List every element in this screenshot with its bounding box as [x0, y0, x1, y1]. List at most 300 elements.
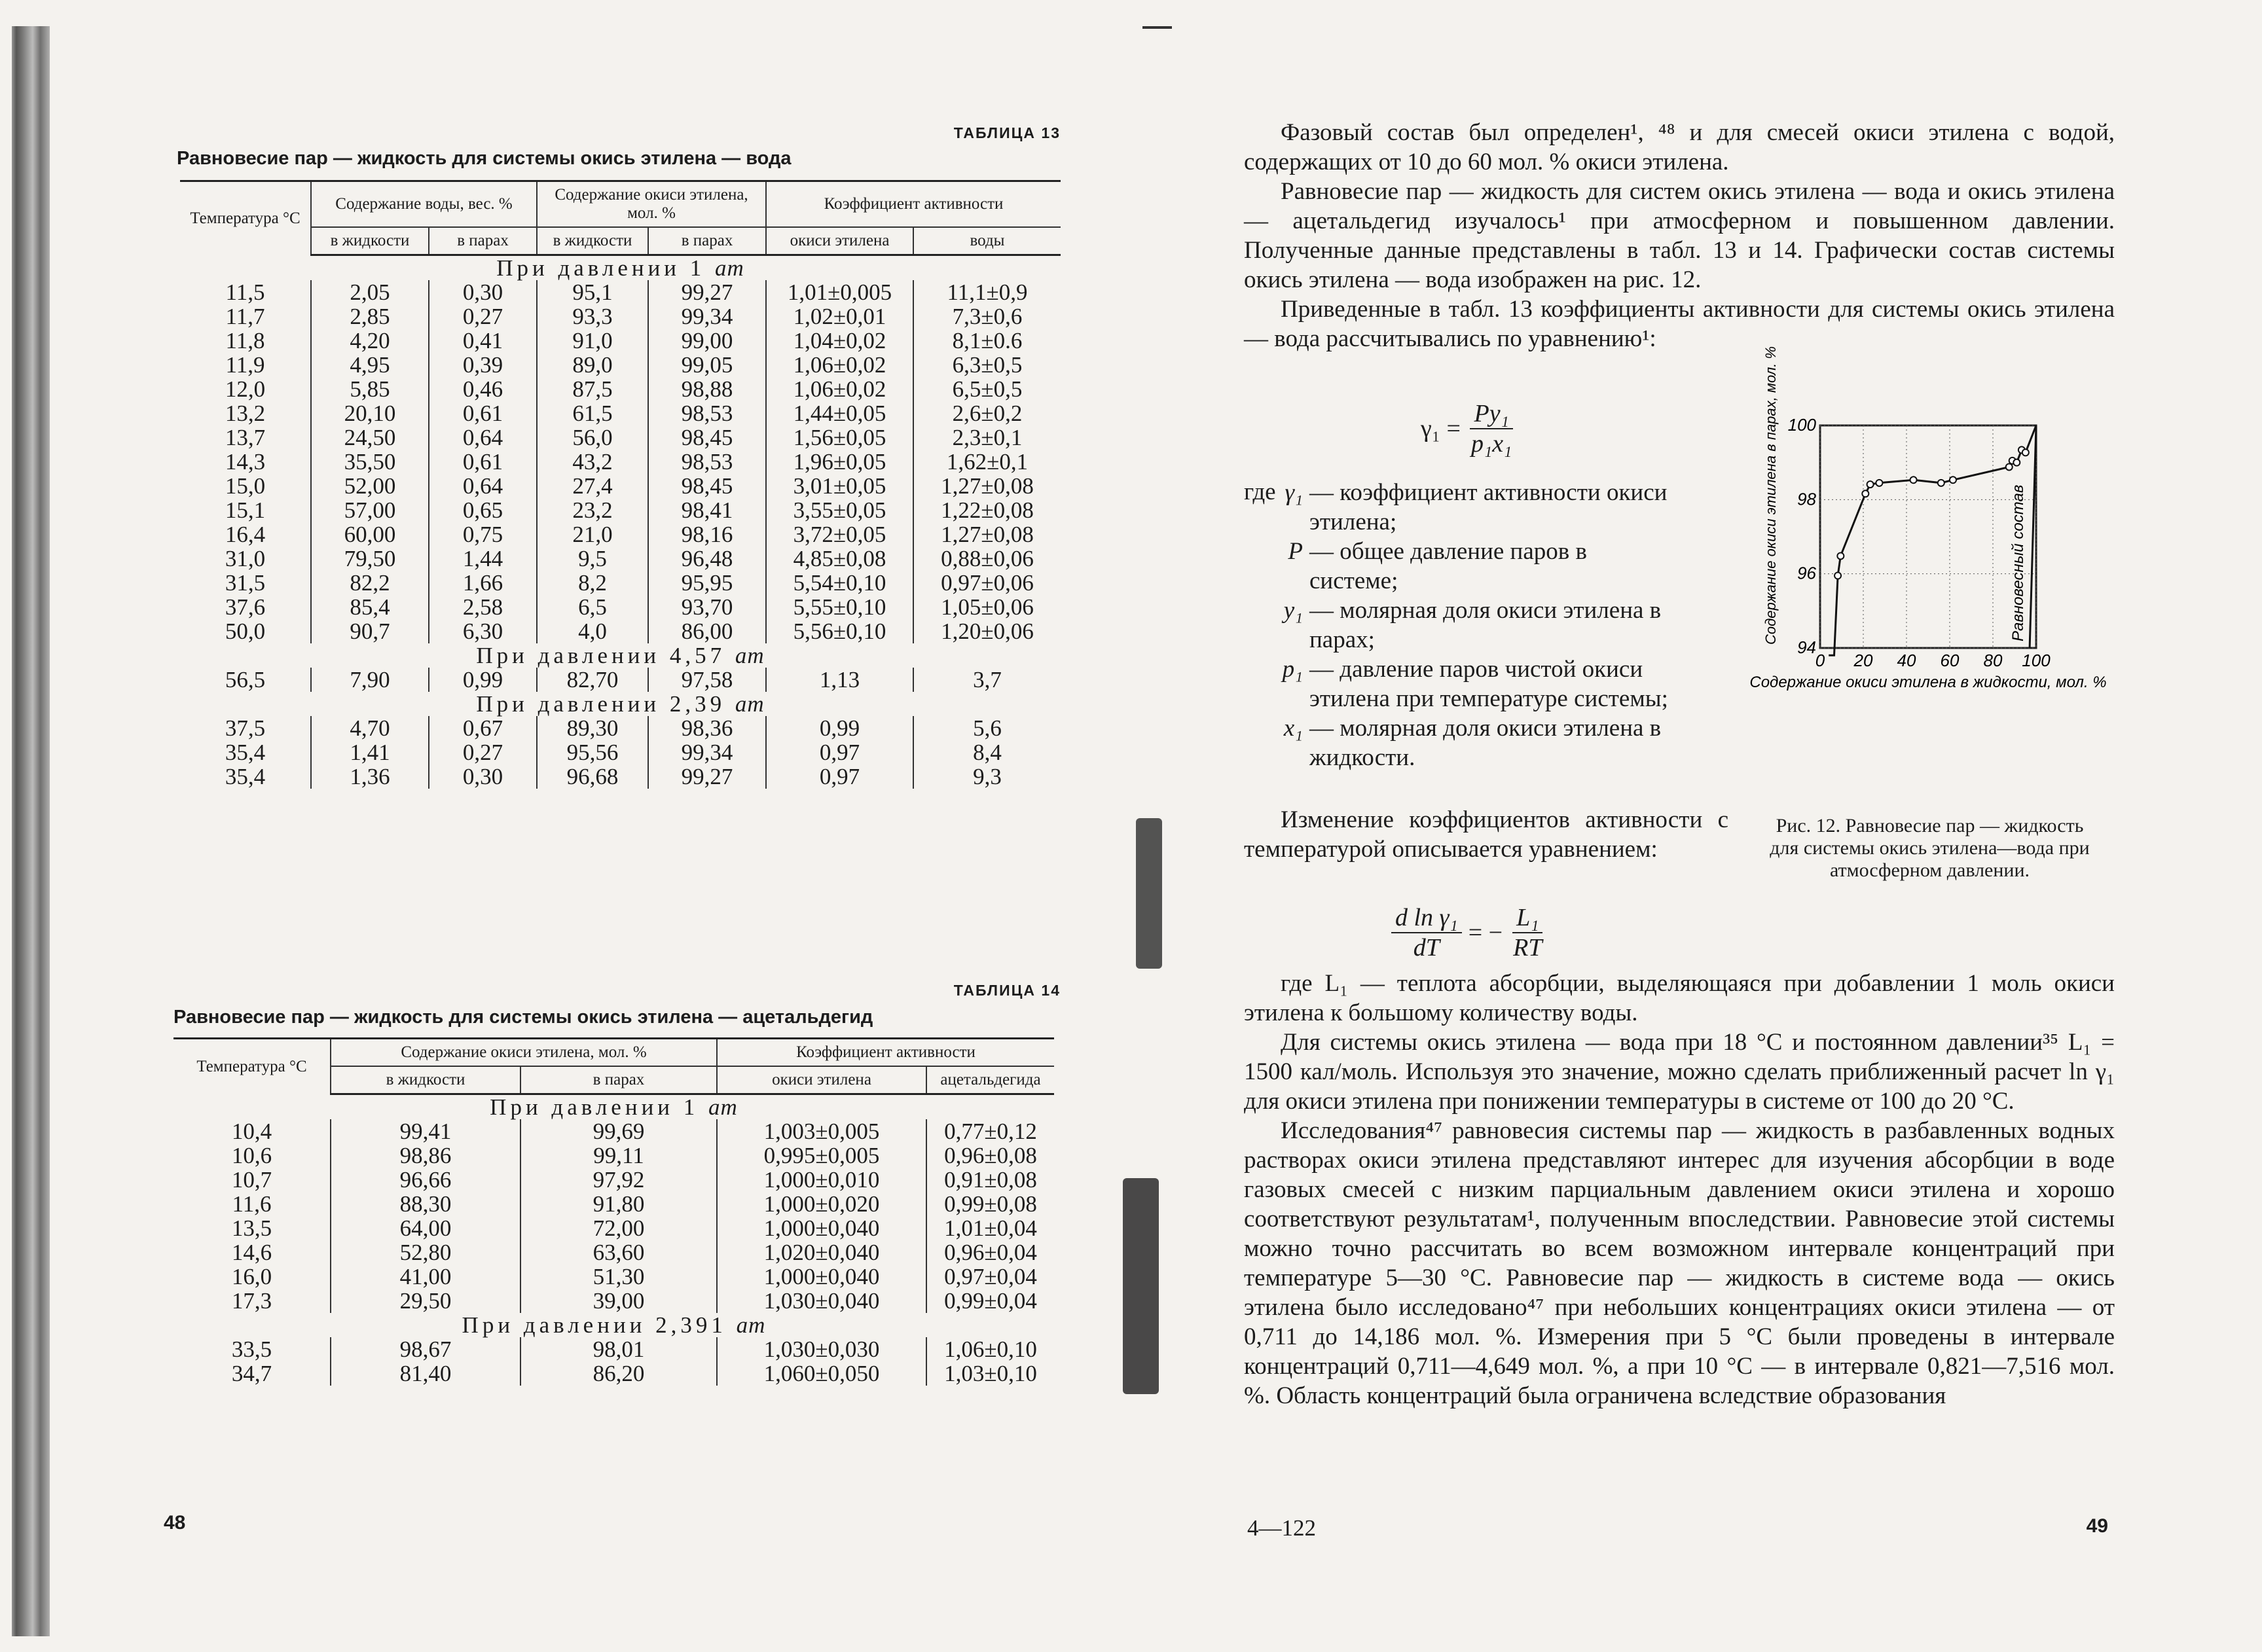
table-cell: 11,5: [225, 279, 265, 305]
signature-code: 4—122: [1247, 1515, 1316, 1541]
table-cell: 10,6: [231, 1143, 272, 1168]
table-cell: 31,5: [225, 570, 266, 596]
table-cell: 5,55±0,10: [766, 595, 913, 619]
col-eo: окиси этилена: [766, 227, 913, 255]
body-text-bottom: [1244, 969, 2115, 1410]
table-cell: 1,030±0,040: [717, 1289, 926, 1313]
table-cell: 2,05: [311, 280, 429, 304]
col-water-content: Содержание воды, вес. %: [311, 181, 537, 228]
table-row: [180, 547, 1061, 571]
table-cell: 0,97: [766, 740, 913, 764]
table-row: [180, 716, 1061, 740]
table-cell: 90,7: [311, 619, 429, 643]
table-cell: 1,36: [311, 764, 429, 789]
table-cell: 99,11: [520, 1143, 717, 1168]
table-cell: 0,64: [429, 474, 537, 498]
table-cell: 98,41: [648, 498, 766, 522]
section-title: [180, 643, 1061, 668]
table-cell: 0,65: [429, 498, 537, 522]
scan-smudge: [1136, 818, 1162, 969]
data-point: [1938, 480, 1944, 486]
table-cell: 1,06±0,02: [766, 377, 913, 401]
table-cell: 98,45: [648, 425, 766, 450]
table-cell: 98,01: [520, 1337, 717, 1361]
table-cell: 5,85: [311, 377, 429, 401]
table-cell: 1,27±0,08: [913, 474, 1061, 498]
definition-symbol: γ₁: [1285, 479, 1303, 506]
table-row: [180, 280, 1061, 304]
table-cell: 1,000±0,020: [717, 1192, 926, 1216]
paragraph: Фазовый состав был определен¹, ⁴⁸ и для смесей окиси этилена с водой, содержащих от 10 до 60 мол. % окиси этилена.: [1244, 119, 2115, 175]
table14-body: [173, 1094, 1054, 1386]
table-cell: 11,9: [225, 352, 265, 378]
table-cell: 99,34: [648, 740, 766, 764]
symbol-definitions: [1218, 478, 1676, 772]
series-line: [1829, 425, 2036, 655]
definition-symbol: y₁: [1283, 597, 1303, 624]
definition-row: [1218, 596, 1676, 655]
definition-text: — общее давление паров в системе;: [1309, 538, 1587, 594]
col-acetaldehyde: ацетальдегида: [926, 1066, 1054, 1094]
table-cell: 0,27: [429, 304, 537, 329]
col-eo-content: Содержание окиси этилена, мол. %: [537, 181, 766, 228]
table-cell: 13,7: [225, 425, 266, 450]
table-cell: 98,36: [648, 716, 766, 740]
section-unit: ат: [735, 691, 765, 717]
table-cell: 56,5: [225, 667, 266, 692]
table-row: [180, 571, 1061, 595]
table-cell: 16,4: [225, 522, 266, 547]
table-cell: 93,3: [537, 304, 648, 329]
table-cell: 37,5: [225, 715, 266, 741]
table-cell: 9,3: [913, 764, 1061, 789]
table-cell: 56,0: [537, 425, 648, 450]
table-cell: 5,54±0,10: [766, 571, 913, 595]
figure-caption: Рис. 12. Равновесие пар — жидкость для системы окись этилена—вода при атмосферном давлении.: [1770, 815, 2090, 881]
table-cell: 1,13: [766, 668, 913, 692]
eq-numerator: Py₁: [1470, 399, 1512, 429]
table-cell: 97,58: [648, 668, 766, 692]
table-cell: 96,48: [648, 547, 766, 571]
table-cell: 21,0: [537, 522, 648, 547]
scan-smudge: [1123, 1178, 1159, 1394]
data-point: [1910, 476, 1917, 483]
table-row: [180, 474, 1061, 498]
definition-symbol: x₁: [1283, 715, 1303, 742]
table-cell: 95,95: [648, 571, 766, 595]
x-tick-label: 100: [2022, 651, 2051, 670]
table-cell: 79,50: [311, 547, 429, 571]
table-cell: 0,75: [429, 522, 537, 547]
table-cell: 95,1: [537, 280, 648, 304]
x-tick-label: 20: [1853, 651, 1873, 670]
table-cell: 5,6: [913, 716, 1061, 740]
section-unit: ат: [736, 1312, 766, 1338]
section-pressure: При давлении 2,39: [476, 691, 735, 717]
col-eo: окиси этилена: [717, 1066, 926, 1094]
table-cell: 1,44: [429, 547, 537, 571]
y-tick-label: 94: [1797, 637, 1816, 657]
table-cell: 0,27: [429, 740, 537, 764]
table-cell: 0,97±0,06: [913, 571, 1061, 595]
table-row: [180, 522, 1061, 547]
table-cell: 33,5: [231, 1337, 272, 1362]
equation-temperature: [1385, 903, 1552, 962]
figure-12-chart: [1749, 346, 2107, 713]
section-header-row: [180, 643, 1061, 668]
table14: [173, 1037, 1054, 1386]
table-cell: 3,72±0,05: [766, 522, 913, 547]
table-cell: 16,0: [231, 1264, 272, 1289]
table-cell: 0,96±0,08: [926, 1143, 1054, 1168]
table-cell: 11,7: [225, 304, 265, 329]
table-cell: 4,0: [537, 619, 648, 643]
table-cell: 89,30: [537, 716, 648, 740]
table-cell: 61,5: [537, 401, 648, 425]
table-cell: 98,45: [648, 474, 766, 498]
table-cell: 23,2: [537, 498, 648, 522]
table-cell: 51,30: [520, 1265, 717, 1289]
section-unit: ат: [708, 1094, 738, 1120]
x-tick-label: 80: [1983, 651, 2003, 670]
table-cell: 0,995±0,005: [717, 1143, 926, 1168]
table-cell: 3,55±0,05: [766, 498, 913, 522]
table-cell: 29,50: [331, 1289, 520, 1313]
definition-text: — коэффициент активности окиси этилена;: [1309, 479, 1668, 535]
definition-row: [1218, 537, 1676, 596]
table-cell: 8,2: [537, 571, 648, 595]
col-activity: Коэффициент активности: [766, 181, 1061, 228]
table-cell: 1,060±0,050: [717, 1361, 926, 1386]
table-cell: 0,30: [429, 764, 537, 789]
table-cell: 41,00: [331, 1265, 520, 1289]
eq-numerator: d ln γ₁: [1391, 903, 1462, 933]
eq-numerator: L₁: [1512, 903, 1542, 933]
table-cell: 35,4: [225, 740, 266, 765]
table-cell: 0,30: [429, 280, 537, 304]
table-cell: 39,00: [520, 1289, 717, 1313]
table-cell: 2,6±0,2: [913, 401, 1061, 425]
section-title: [173, 1313, 1054, 1337]
table-cell: 98,86: [331, 1143, 520, 1168]
eq-denominator: p₁x₁: [1470, 430, 1512, 458]
table-cell: 0,97: [766, 764, 913, 789]
table-cell: 0,39: [429, 353, 537, 377]
table-cell: 1,22±0,08: [913, 498, 1061, 522]
table-cell: 0,41: [429, 329, 537, 353]
table-cell: 0,99±0,08: [926, 1192, 1054, 1216]
y-tick-label: 96: [1797, 563, 1816, 583]
table-cell: 99,41: [331, 1119, 520, 1143]
data-point: [1950, 476, 1956, 483]
section-unit: ат: [735, 643, 765, 668]
table-row: [173, 1240, 1054, 1265]
table-cell: 93,70: [648, 595, 766, 619]
table-cell: 20,10: [311, 401, 429, 425]
table-cell: 87,5: [537, 377, 648, 401]
table-cell: 99,69: [520, 1119, 717, 1143]
paragraph: где L₁ — теплота абсорбции, выделяющаяся при добавлении 1 моль окиси этилена к большому количеству воды.: [1244, 970, 2115, 1026]
table-cell: 6,30: [429, 619, 537, 643]
eq-equals: = −: [1468, 919, 1503, 946]
table-cell: 3,7: [913, 668, 1061, 692]
table-cell: 43,2: [537, 450, 648, 474]
section-pressure: При давлении 2,391: [462, 1312, 737, 1338]
table-row: [173, 1216, 1054, 1240]
table-cell: 31,0: [225, 546, 266, 571]
data-point: [2013, 459, 2020, 466]
table-cell: 37,6: [225, 594, 266, 620]
table-row: [180, 619, 1061, 643]
table-cell: 89,0: [537, 353, 648, 377]
section-title: [180, 255, 1061, 281]
table-cell: 6,5: [537, 595, 648, 619]
table-cell: 15,0: [225, 473, 266, 499]
table-row: [173, 1289, 1054, 1313]
table-cell: 27,4: [537, 474, 648, 498]
table-cell: 14,6: [231, 1240, 272, 1265]
table-row: [180, 668, 1061, 692]
definition-row: [1218, 478, 1676, 537]
table-row: [180, 498, 1061, 522]
table-cell: 3,01±0,05: [766, 474, 913, 498]
y-tick-label: 98: [1797, 489, 1816, 509]
table-cell: 0,99: [766, 716, 913, 740]
table-cell: 1,01±0,005: [766, 280, 913, 304]
table-cell: 0,46: [429, 377, 537, 401]
table-cell: 9,5: [537, 547, 648, 571]
table-cell: 50,0: [225, 619, 266, 644]
table-cell: 81,40: [331, 1361, 520, 1386]
section-pressure: При давлении 4,57: [476, 643, 735, 668]
table-cell: 98,88: [648, 377, 766, 401]
table13-body: [180, 255, 1061, 789]
table-cell: 1,000±0,010: [717, 1168, 926, 1192]
table-cell: 96,66: [331, 1168, 520, 1192]
table-cell: 91,0: [537, 329, 648, 353]
table-cell: 1,62±0,1: [913, 450, 1061, 474]
table-cell: 98,16: [648, 522, 766, 547]
x-tick-label: 60: [1940, 651, 1960, 670]
table-cell: 98,53: [648, 450, 766, 474]
paragraph: Исследования⁴⁷ равновесия системы пар — жидкость в разбавленных водных растворах окиси этилена представляют интерес для изучения абсорбции в воде газовых смесей с низким парциальным давлением окиси этилена и хорошо соответствуют результатам¹, полученным впоследствии. Равновесие этой системы можно точно рассчитать во всем возможном интервале концентраций при температуре 5—30 °С. Равновесие пар — жидкость в системе вода — окись этилена было исследовано⁴⁷ при небольших концентрациях окиси этилена — от 0,711 до 14,186 мол. %. Измерения при 5 °С были проведены в интервале концентраций 0,711—4,649 мол. %, а при 10 °С — в интервале 0,821—7,516 мол. %. Область концентраций была ограничена вследствие образования: [1244, 1117, 2115, 1409]
table-cell: 1,66: [429, 571, 537, 595]
table-cell: 1,020±0,040: [717, 1240, 926, 1265]
table-cell: 99,00: [648, 329, 766, 353]
table-cell: 88,30: [331, 1192, 520, 1216]
table-cell: 11,6: [232, 1191, 272, 1217]
body-text-mid: [1244, 805, 1728, 864]
table-row: [180, 425, 1061, 450]
table-cell: 4,85±0,08: [766, 547, 913, 571]
table-cell: 8,4: [913, 740, 1061, 764]
table-row: [180, 450, 1061, 474]
definition-row: [1218, 713, 1676, 772]
table-cell: 0,99±0,04: [926, 1289, 1054, 1313]
table-row: [173, 1361, 1054, 1386]
where-label: где: [1244, 478, 1276, 505]
table-cell: 11,1±0,9: [913, 280, 1061, 304]
section-title: [173, 1094, 1054, 1120]
table-cell: 52,80: [331, 1240, 520, 1265]
scan-mark: [1142, 26, 1172, 29]
data-point: [1867, 481, 1874, 488]
col-in-vapor: в парах: [429, 227, 537, 255]
table-cell: 5,56±0,10: [766, 619, 913, 643]
section-header-row: [173, 1313, 1054, 1337]
data-point: [1837, 552, 1844, 559]
table-cell: 14,3: [225, 449, 266, 475]
table-cell: 86,00: [648, 619, 766, 643]
table-cell: 4,95: [311, 353, 429, 377]
table-cell: 82,2: [311, 571, 429, 595]
eq-denominator: RT: [1513, 934, 1542, 961]
y-tick-label: 100: [1787, 415, 1816, 435]
x-axis-label: Содержание окиси этилена в жидкости, мол. %: [1749, 673, 2107, 691]
col-in-vapor: в парах: [648, 227, 766, 255]
table-row: [180, 377, 1061, 401]
x-tick-label: 40: [1897, 651, 1916, 670]
definition-row: [1218, 655, 1676, 713]
section-pressure: При давлении 1: [490, 1094, 709, 1120]
table-cell: 6,3±0,5: [913, 353, 1061, 377]
table-row: [173, 1143, 1054, 1168]
table-cell: 99,27: [648, 764, 766, 789]
data-point: [2022, 449, 2029, 456]
section-pressure: При давлении 1: [496, 255, 716, 281]
page-number-right: 49: [2086, 1515, 2108, 1537]
col-in-vapor: в парах: [520, 1066, 717, 1094]
table-cell: 10,4: [231, 1119, 272, 1144]
data-point: [2006, 463, 2013, 470]
table-cell: 0,99: [429, 668, 537, 692]
table-cell: 98,53: [648, 401, 766, 425]
paragraph: Приведенные в табл. 13 коэффициенты активности для системы окись этилена — вода рассчитывались по уравнению¹:: [1244, 296, 2115, 352]
table-cell: 0,61: [429, 450, 537, 474]
section-header-row: [173, 1094, 1054, 1120]
body-text-top: [1244, 118, 2115, 353]
col-water: воды: [913, 227, 1061, 255]
table-cell: 1,05±0,06: [913, 595, 1061, 619]
table-cell: 15,1: [225, 497, 266, 523]
table-cell: 1,04±0,02: [766, 329, 913, 353]
col-temperature: Температура °С: [180, 181, 311, 255]
table-cell: 96,68: [537, 764, 648, 789]
table-cell: 0,61: [429, 401, 537, 425]
table-cell: 0,96±0,04: [926, 1240, 1054, 1265]
table-cell: 35,4: [225, 764, 266, 789]
table-row: [180, 595, 1061, 619]
table-cell: 1,03±0,10: [926, 1361, 1054, 1386]
table-row: [180, 329, 1061, 353]
annotation-label: Равновесный состав: [2009, 484, 2028, 641]
section-header-row: [180, 255, 1061, 281]
table-cell: 24,50: [311, 425, 429, 450]
table-row: [173, 1119, 1054, 1143]
table-cell: 11,8: [225, 328, 265, 353]
table-cell: 0,67: [429, 716, 537, 740]
table-cell: 1,02±0,01: [766, 304, 913, 329]
table13: [180, 180, 1061, 789]
table-cell: 0,91±0,08: [926, 1168, 1054, 1192]
table-cell: 1,56±0,05: [766, 425, 913, 450]
table-cell: 13,5: [231, 1215, 272, 1241]
table-cell: 2,58: [429, 595, 537, 619]
table-cell: 1,030±0,030: [717, 1337, 926, 1361]
table-cell: 57,00: [311, 498, 429, 522]
table-cell: 2,85: [311, 304, 429, 329]
table-cell: 52,00: [311, 474, 429, 498]
table-cell: 98,67: [331, 1337, 520, 1361]
book-spine-shadow: [12, 26, 50, 1636]
table-cell: 1,27±0,08: [913, 522, 1061, 547]
definition-text: — молярная доля окиси этилена в жидкости.: [1309, 715, 1662, 771]
table-cell: 35,50: [311, 450, 429, 474]
section-title: [180, 692, 1061, 716]
equation-gamma: [1421, 399, 1522, 458]
table13-label: ТАБЛИЦА 13: [953, 124, 1061, 141]
table-cell: 13,2: [225, 401, 266, 426]
table-cell: 4,70: [311, 716, 429, 740]
table-row: [180, 740, 1061, 764]
eq-denominator: dT: [1413, 934, 1440, 961]
eq-lhs: γ₁ =: [1421, 415, 1461, 442]
definition-symbol: P: [1288, 538, 1303, 565]
table-cell: 0,88±0,06: [913, 547, 1061, 571]
table-row: [180, 764, 1061, 789]
table-cell: 99,05: [648, 353, 766, 377]
table-cell: 95,56: [537, 740, 648, 764]
table13-title: Равновесие пар — жидкость для системы окись этилена — вода: [177, 148, 792, 169]
table-cell: 4,20: [311, 329, 429, 353]
table-cell: 99,27: [648, 280, 766, 304]
table-row: [173, 1337, 1054, 1361]
table-row: [180, 401, 1061, 425]
table-row: [173, 1265, 1054, 1289]
table-cell: 7,3±0,6: [913, 304, 1061, 329]
table-cell: 1,003±0,005: [717, 1119, 926, 1143]
data-point: [1862, 490, 1869, 497]
paragraph: Равновесие пар — жидкость для систем окись этилена — вода и окись этилена — ацетальдегид изучалось¹ при атмосферном и повышенном давлении. Полученные данные представлены в табл. 13 и 14. Графически состав системы окись этилена — вода изображен на рис. 12.: [1244, 178, 2115, 293]
table-cell: 97,92: [520, 1168, 717, 1192]
definition-text: — молярная доля окиси этилена в парах;: [1309, 597, 1662, 653]
table-cell: 0,97±0,04: [926, 1265, 1054, 1289]
col-in-liquid: в жидкости: [311, 227, 429, 255]
table-cell: 82,70: [537, 668, 648, 692]
table-cell: 91,80: [520, 1192, 717, 1216]
table-cell: 17,3: [231, 1288, 272, 1314]
col-in-liquid: в жидкости: [331, 1066, 520, 1094]
definition-symbol: p₁: [1282, 656, 1303, 683]
section-unit: ат: [715, 255, 744, 281]
section-header-row: [180, 692, 1061, 716]
x-tick-label: 0: [1815, 651, 1825, 670]
table-row: [180, 304, 1061, 329]
col-eo-content: Содержание окиси этилена, мол. %: [331, 1039, 717, 1067]
table-cell: 1,06±0,10: [926, 1337, 1054, 1361]
paragraph: Изменение коэффициентов активности с температурой описывается уравнением:: [1244, 806, 1728, 863]
table-cell: 1,96±0,05: [766, 450, 913, 474]
table-cell: 1,41: [311, 740, 429, 764]
left-page: [164, 118, 1067, 1545]
table-cell: 10,7: [231, 1167, 272, 1193]
table14-title: Равновесие пар — жидкость для системы окись этилена — ацетальдегид: [173, 1007, 873, 1028]
table-cell: 6,5±0,5: [913, 377, 1061, 401]
table-cell: 2,3±0,1: [913, 425, 1061, 450]
table-cell: 12,0: [225, 376, 266, 402]
data-point: [1876, 480, 1882, 486]
table-row: [173, 1168, 1054, 1192]
